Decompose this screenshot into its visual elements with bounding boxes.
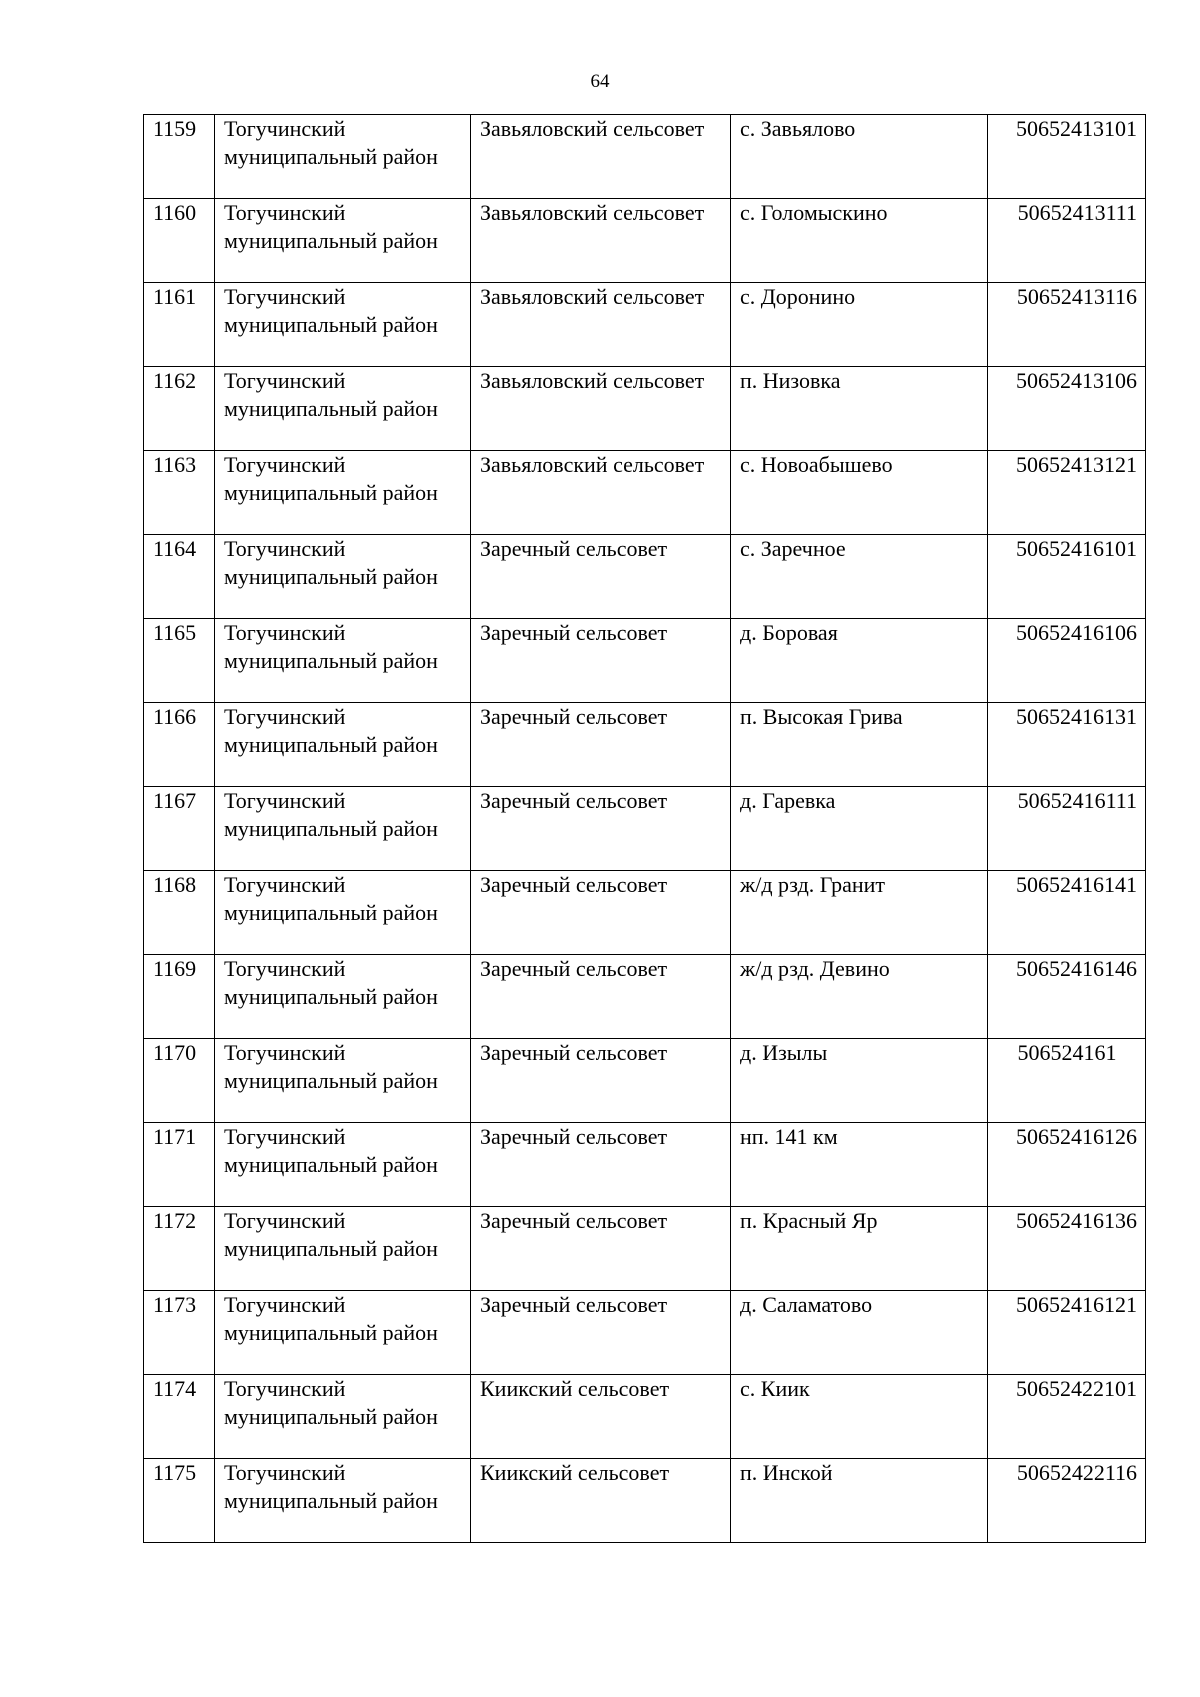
code-cell-text: 50652416141	[1016, 872, 1137, 897]
code-cell-text: 50652416101	[1016, 536, 1137, 561]
table-row	[144, 115, 1146, 199]
district-cell-text: Тогучинский муниципальный район	[224, 872, 438, 925]
row-number-cell-text: 1171	[153, 1124, 197, 1149]
district-cell-text: Тогучинский муниципальный район	[224, 620, 438, 673]
council-cell-text: Завьяловский сельсовет	[480, 200, 705, 225]
district-cell	[215, 451, 471, 535]
code-cell-text: 50652416121	[1016, 1292, 1137, 1317]
district-cell	[215, 1291, 471, 1375]
district-cell	[215, 367, 471, 451]
table-row	[144, 367, 1146, 451]
council-cell-text: Заречный сельсовет	[480, 872, 668, 897]
row-number-cell	[144, 1207, 215, 1291]
district-cell	[215, 535, 471, 619]
settlement-cell	[731, 115, 988, 199]
code-cell	[988, 1123, 1146, 1207]
code-cell	[988, 787, 1146, 871]
council-cell-text: Заречный сельсовет	[480, 536, 668, 561]
row-number-cell	[144, 1039, 215, 1123]
council-cell	[471, 535, 731, 619]
district-cell	[215, 871, 471, 955]
settlement-cell-text: нп. 141 км	[740, 1124, 838, 1149]
settlement-cell-text: д. Гаревка	[740, 788, 836, 813]
district-cell	[215, 1207, 471, 1291]
settlements-table	[143, 114, 1146, 1543]
table-row	[144, 1291, 1146, 1375]
table-row	[144, 283, 1146, 367]
district-cell-text: Тогучинский муниципальный район	[224, 452, 438, 505]
code-cell-text: 50652416126	[1016, 1124, 1137, 1149]
table-row	[144, 199, 1146, 283]
settlement-cell	[731, 1291, 988, 1375]
district-cell-text: Тогучинский муниципальный район	[224, 536, 438, 589]
code-cell	[988, 1291, 1146, 1375]
row-number-cell-text: 1168	[153, 872, 197, 897]
settlement-cell	[731, 535, 988, 619]
code-cell-text: 50652413116	[1016, 284, 1137, 309]
district-cell-text: Тогучинский муниципальный район	[224, 956, 438, 1009]
district-cell-text: Тогучинский муниципальный район	[224, 704, 438, 757]
table-row	[144, 703, 1146, 787]
council-cell	[471, 1039, 731, 1123]
row-number-cell	[144, 1291, 215, 1375]
code-cell	[988, 871, 1146, 955]
table-row	[144, 451, 1146, 535]
code-cell-text: 50652416111	[1017, 788, 1137, 813]
row-number-cell	[144, 871, 215, 955]
council-cell	[471, 1291, 731, 1375]
settlement-cell	[731, 787, 988, 871]
district-cell-text: Тогучинский муниципальный район	[224, 200, 438, 253]
district-cell	[215, 1459, 471, 1543]
district-cell-text: Тогучинский муниципальный район	[224, 788, 438, 841]
row-number-cell-text: 1173	[153, 1292, 197, 1317]
code-cell	[988, 199, 1146, 283]
council-cell-text: Заречный сельсовет	[480, 620, 668, 645]
council-cell	[471, 1375, 731, 1459]
code-cell	[988, 283, 1146, 367]
settlement-cell	[731, 367, 988, 451]
district-cell	[215, 199, 471, 283]
row-number-cell-text: 1164	[153, 536, 197, 561]
settlement-cell-text: п. Высокая Грива	[740, 704, 903, 729]
council-cell-text: Заречный сельсовет	[480, 704, 668, 729]
district-cell-text: Тогучинский муниципальный район	[224, 1292, 438, 1345]
council-cell	[471, 955, 731, 1039]
council-cell	[471, 787, 731, 871]
council-cell	[471, 115, 731, 199]
council-cell	[471, 199, 731, 283]
table-row	[144, 1375, 1146, 1459]
settlement-cell	[731, 451, 988, 535]
settlement-cell-text: с. Голомыскино	[740, 200, 888, 225]
council-cell	[471, 451, 731, 535]
table-row	[144, 871, 1146, 955]
row-number-cell-text: 1159	[153, 116, 197, 141]
council-cell	[471, 703, 731, 787]
settlement-cell	[731, 619, 988, 703]
settlement-cell-text: п. Красный Яр	[740, 1208, 878, 1233]
table-row	[144, 1039, 1146, 1123]
council-cell	[471, 619, 731, 703]
settlement-cell-text: д. Изылы	[740, 1040, 828, 1065]
row-number-cell-text: 1161	[153, 284, 197, 309]
row-number-cell	[144, 115, 215, 199]
council-cell-text: Заречный сельсовет	[480, 1040, 668, 1065]
settlement-cell	[731, 1207, 988, 1291]
council-cell-text: Завьяловский сельсовет	[480, 452, 705, 477]
council-cell-text: Заречный сельсовет	[480, 1208, 668, 1233]
council-cell-text: Заречный сельсовет	[480, 1292, 668, 1317]
code-cell	[988, 1207, 1146, 1291]
council-cell-text: Заречный сельсовет	[480, 1124, 668, 1149]
row-number-cell-text: 1165	[153, 620, 197, 645]
table-row	[144, 1207, 1146, 1291]
district-cell-text: Тогучинский муниципальный район	[224, 368, 438, 421]
settlement-cell-text: ж/д рзд. Девино	[740, 956, 890, 981]
settlement-cell	[731, 199, 988, 283]
code-cell-text: 50652416146	[1016, 956, 1137, 981]
district-cell	[215, 787, 471, 871]
settlement-cell-text: ж/д рзд. Гранит	[740, 872, 886, 897]
code-cell-text: 50652416131	[1016, 704, 1137, 729]
council-cell-text: Киикский сельсовет	[480, 1376, 670, 1401]
council-cell-text: Завьяловский сельсовет	[480, 116, 705, 141]
code-cell-text: 50652416106	[1016, 620, 1137, 645]
code-cell-text: 506524161	[1017, 1040, 1117, 1065]
settlement-cell-text: д. Саламатово	[740, 1292, 873, 1317]
council-cell	[471, 1207, 731, 1291]
row-number-cell	[144, 283, 215, 367]
code-cell	[988, 1375, 1146, 1459]
settlement-cell-text: п. Низовка	[740, 368, 841, 393]
table-row	[144, 955, 1146, 1039]
table-row	[144, 535, 1146, 619]
district-cell-text: Тогучинский муниципальный район	[224, 1460, 438, 1513]
code-cell	[988, 367, 1146, 451]
district-cell	[215, 619, 471, 703]
row-number-cell	[144, 367, 215, 451]
row-number-cell-text: 1169	[153, 956, 197, 981]
row-number-cell-text: 1163	[153, 452, 197, 477]
code-cell	[988, 451, 1146, 535]
row-number-cell	[144, 787, 215, 871]
council-cell	[471, 283, 731, 367]
table-row	[144, 1459, 1146, 1543]
settlement-cell	[731, 1459, 988, 1543]
row-number-cell	[144, 1375, 215, 1459]
council-cell-text: Завьяловский сельсовет	[480, 284, 705, 309]
settlement-cell-text: с. Киик	[740, 1376, 810, 1401]
code-cell	[988, 619, 1146, 703]
code-cell-text: 50652413121	[1016, 452, 1137, 477]
table-row	[144, 787, 1146, 871]
district-cell	[215, 1039, 471, 1123]
row-number-cell-text: 1174	[153, 1376, 197, 1401]
district-cell	[215, 703, 471, 787]
district-cell	[215, 283, 471, 367]
settlement-cell	[731, 283, 988, 367]
page-number: 64	[590, 71, 610, 92]
code-cell	[988, 535, 1146, 619]
row-number-cell	[144, 619, 215, 703]
settlement-cell-text: п. Инской	[740, 1460, 833, 1485]
code-cell-text: 50652422116	[1016, 1460, 1137, 1485]
code-cell-text: 50652413106	[1016, 368, 1137, 393]
district-cell-text: Тогучинский муниципальный район	[224, 1040, 438, 1093]
council-cell	[471, 367, 731, 451]
council-cell-text: Заречный сельсовет	[480, 956, 668, 981]
settlement-cell	[731, 871, 988, 955]
settlement-cell-text: с. Доронино	[740, 284, 856, 309]
row-number-cell-text: 1166	[153, 704, 197, 729]
council-cell-text: Завьяловский сельсовет	[480, 368, 705, 393]
row-number-cell	[144, 1459, 215, 1543]
district-cell	[215, 1375, 471, 1459]
district-cell-text: Тогучинский муниципальный район	[224, 1124, 438, 1177]
council-cell	[471, 1459, 731, 1543]
settlement-cell-text: с. Новоабышево	[740, 452, 893, 477]
district-cell	[215, 115, 471, 199]
settlement-cell-text: с. Завьялово	[740, 116, 856, 141]
row-number-cell-text: 1162	[153, 368, 197, 393]
council-cell-text: Заречный сельсовет	[480, 788, 668, 813]
settlement-cell	[731, 1123, 988, 1207]
table-row	[144, 1123, 1146, 1207]
table-body	[144, 115, 1146, 1543]
code-cell	[988, 703, 1146, 787]
council-cell-text: Киикский сельсовет	[480, 1460, 670, 1485]
row-number-cell	[144, 199, 215, 283]
council-cell	[471, 871, 731, 955]
row-number-cell-text: 1175	[153, 1460, 197, 1485]
settlement-cell-text: д. Боровая	[740, 620, 838, 645]
row-number-cell	[144, 703, 215, 787]
district-cell-text: Тогучинский муниципальный район	[224, 116, 438, 169]
row-number-cell-text: 1172	[153, 1208, 197, 1233]
row-number-cell	[144, 451, 215, 535]
code-cell	[988, 115, 1146, 199]
table-row	[144, 619, 1146, 703]
district-cell-text: Тогучинский муниципальный район	[224, 284, 438, 337]
settlement-cell-text: с. Заречное	[740, 536, 846, 561]
settlement-cell	[731, 955, 988, 1039]
row-number-cell	[144, 955, 215, 1039]
code-cell-text: 50652422101	[1016, 1376, 1137, 1401]
code-cell-text: 50652413101	[1016, 116, 1137, 141]
code-cell	[988, 1459, 1146, 1543]
row-number-cell-text: 1160	[153, 200, 197, 225]
settlement-cell	[731, 703, 988, 787]
row-number-cell-text: 1170	[153, 1040, 197, 1065]
row-number-cell	[144, 1123, 215, 1207]
code-cell-text: 50652413111	[1017, 200, 1137, 225]
district-cell-text: Тогучинский муниципальный район	[224, 1376, 438, 1429]
settlement-cell	[731, 1375, 988, 1459]
district-cell	[215, 1123, 471, 1207]
district-cell-text: Тогучинский муниципальный район	[224, 1208, 438, 1261]
settlement-cell	[731, 1039, 988, 1123]
code-cell	[988, 955, 1146, 1039]
row-number-cell-text: 1167	[153, 788, 197, 813]
council-cell	[471, 1123, 731, 1207]
code-cell	[988, 1039, 1146, 1123]
district-cell	[215, 955, 471, 1039]
code-cell-text: 50652416136	[1016, 1208, 1137, 1233]
row-number-cell	[144, 535, 215, 619]
